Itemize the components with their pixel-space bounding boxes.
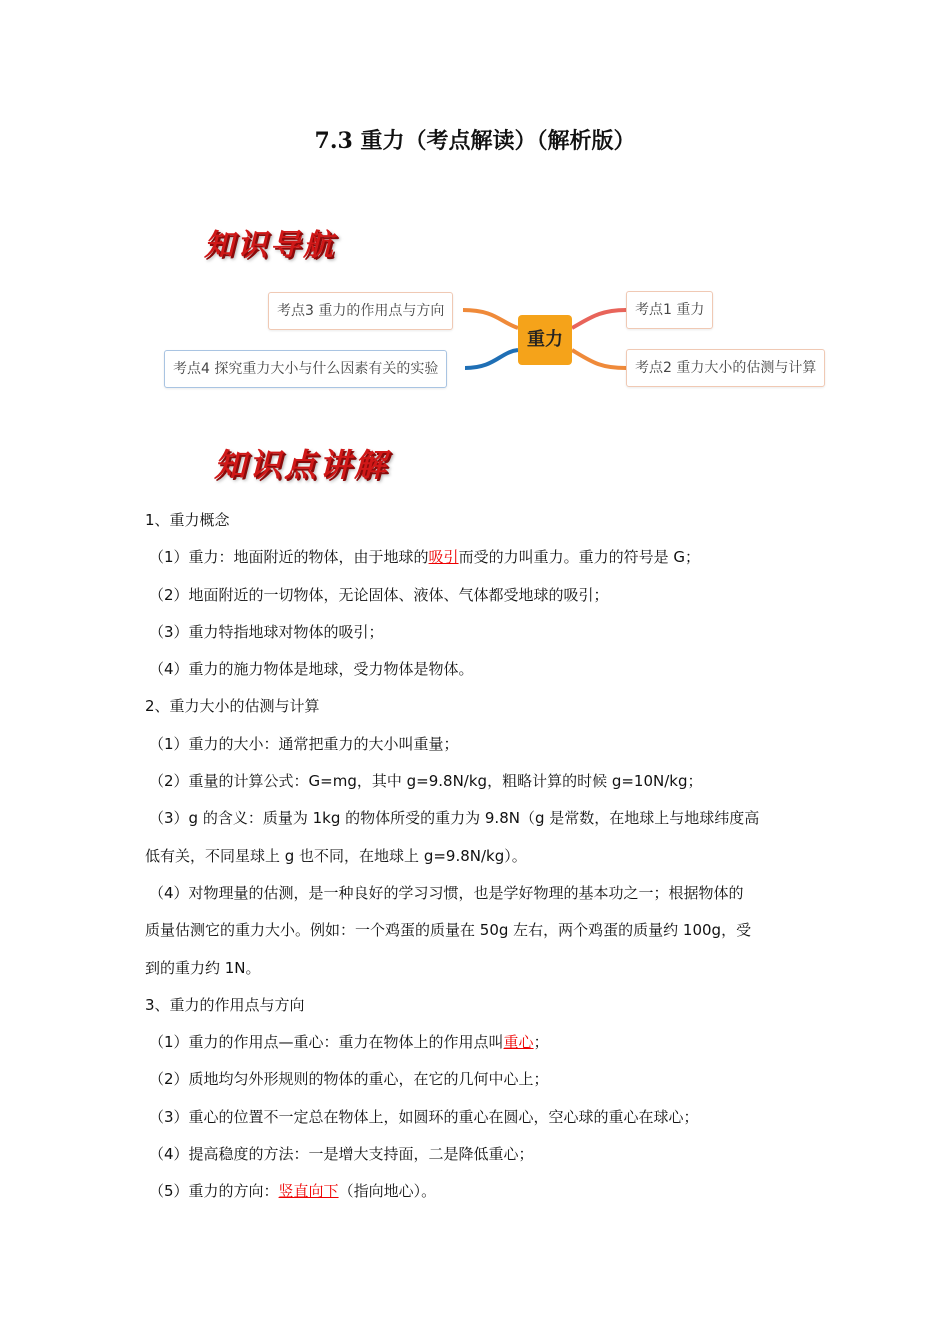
mind-map-node-k3: 考点3 重力的作用点与方向: [268, 292, 453, 330]
section-2-line-4a: （4）对物理量的估测，是一种良好的学习习惯，也是学好物理的基本功之一；根据物体的: [149, 883, 744, 902]
link-k2: [572, 350, 626, 368]
keyword-attraction: 吸引: [428, 548, 459, 567]
page-title: 7.3 重力（考点解读）（解析版）: [314, 128, 636, 154]
section-2-line-1: （1）重力的大小：通常把重力的大小叫重量；: [149, 734, 459, 753]
section-3-line-4: （4）提高稳度的方法：一是增大支持面，二是降低重心；: [149, 1145, 534, 1164]
section-1-line-3: （3）重力特指地球对物体的吸引；: [149, 622, 384, 641]
link-k1: [572, 310, 626, 328]
section-2-line-4c: 到的重力约 1N。: [145, 958, 261, 977]
keyword-center-of-gravity: 重心: [503, 1033, 534, 1052]
section-1-line-4: （4）重力的施力物体是地球，受力物体是物体。: [149, 660, 474, 679]
section-2-line-4b: 质量估测它的重力大小。例如：一个鸡蛋的质量在 50g 左右，两个鸡蛋的质量约 100g，受: [145, 921, 752, 940]
section-2-line-3b: 低有关，不同星球上 g 也不同，在地球上 g=9.8N/kg）。: [145, 846, 527, 865]
link-k4: [465, 350, 518, 368]
knowledge-nav-banner: 知识导航: [204, 228, 336, 263]
knowledge-explain-banner: 知识点讲解: [214, 446, 390, 484]
mind-map-center: 重力: [518, 315, 572, 365]
section-3-line-5: （5）重力的方向：竖直向下（指向地心）。: [149, 1182, 437, 1201]
mind-map: [0, 0, 950, 420]
section-3-line-2: （2）质地均匀外形规则的物体的重心，在它的几何中心上；: [149, 1070, 549, 1089]
section-1-line-1: （1）重力：地面附近的物体，由于地球的吸引而受的力叫重力。重力的符号是 G；: [149, 548, 700, 567]
body-content: [145, 508, 825, 1217]
section-3-line-1: （1）重力的作用点—重心：重力在物体上的作用点叫重心；: [149, 1033, 549, 1052]
mind-map-node-k4: 考点4 探究重力大小与什么因素有关的实验: [164, 350, 447, 388]
section-3-line-3: （3）重心的位置不一定总在物体上，如圆环的重心在圆心，空心球的重心在球心；: [149, 1107, 699, 1126]
section-2-heading: 2、重力大小的估测与计算: [145, 697, 320, 716]
keyword-vertical-down: 竖直向下: [278, 1182, 339, 1201]
mind-map-node-k1: 考点1 重力: [626, 291, 713, 329]
section-3-heading: 3、重力的作用点与方向: [145, 995, 305, 1014]
section-2-line-2: （2）重量的计算公式：G=mg，其中 g=9.8N/kg，粗略计算的时候 g=10N/kg；: [149, 772, 703, 791]
section-1-line-2: （2）地面附近的一切物体，无论固体、液体、气体都受地球的吸引；: [149, 585, 609, 604]
link-k3: [463, 310, 518, 328]
mind-map-node-k2: 考点2 重力大小的估测与计算: [626, 349, 825, 387]
section-1-heading: 1、重力概念: [145, 511, 230, 529]
section-2-line-3a: （3）g 的含义：质量为 1kg 的物体所受的重力为 9.8N（g 是常数，在地球上与地球纬度高: [149, 809, 760, 828]
